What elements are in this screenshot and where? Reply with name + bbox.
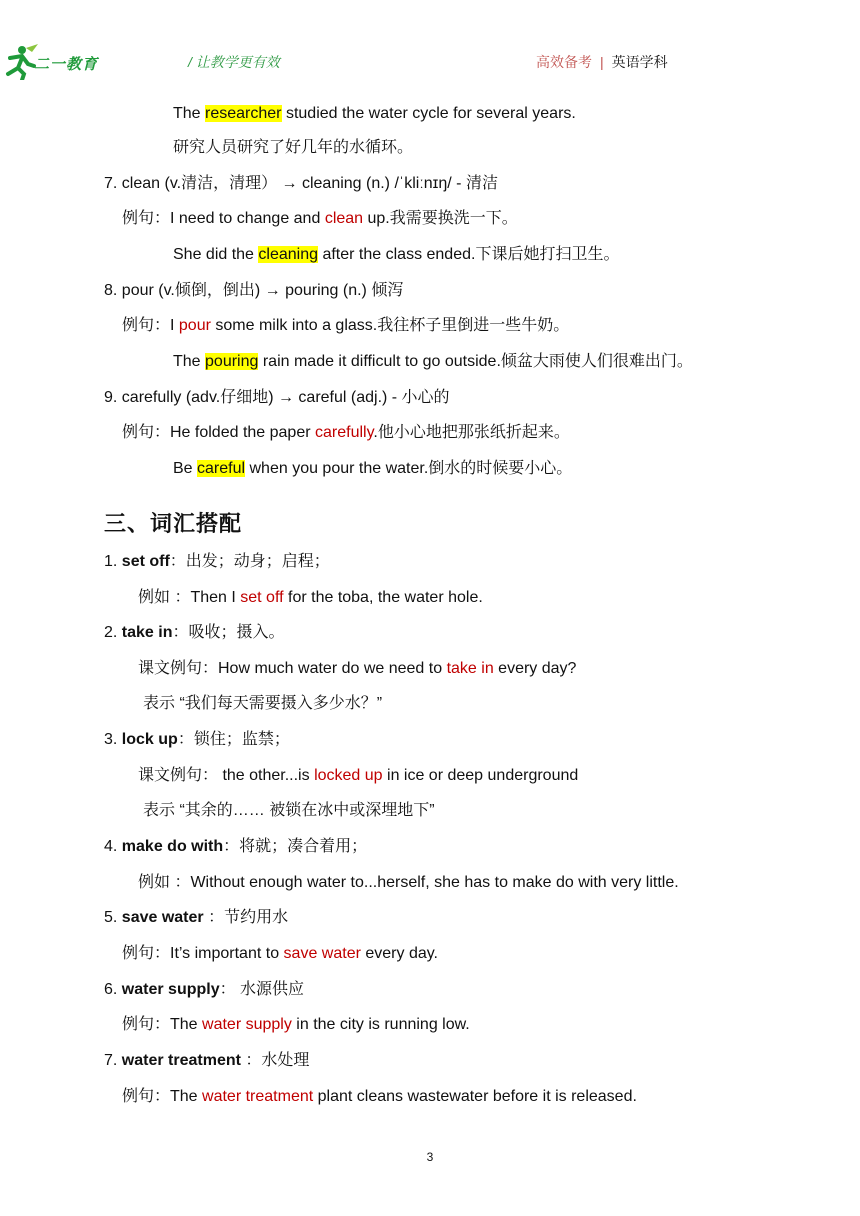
collocation-2 <box>104 623 285 643</box>
phrase: set off <box>121 553 170 570</box>
number: 6. <box>104 981 122 998</box>
header-slogan: / 让教学更有效 <box>188 54 280 70</box>
definition: ： 水源供应 <box>219 981 305 998</box>
text: after the class ended.下课后她打扫卫生。 <box>318 246 620 263</box>
definition: ：吸收；摄入。 <box>172 624 285 641</box>
text: studied the water cycle for several years. <box>281 105 576 122</box>
collocation-6 <box>104 980 304 1000</box>
number: 2. <box>104 624 122 641</box>
collocation-5 <box>104 908 288 928</box>
vocab-item-9 <box>104 388 450 408</box>
collocation-4 <box>104 837 367 857</box>
collocation-7 <box>104 1051 309 1071</box>
page-header <box>0 0 860 90</box>
logo <box>0 44 120 80</box>
phrase: save water <box>121 909 209 926</box>
text: 例句：The <box>122 1016 203 1033</box>
definition: ：水处理 <box>245 1052 310 1069</box>
keyword: water supply <box>202 1016 292 1033</box>
highlight: cleaning <box>258 246 319 263</box>
number: 7. <box>104 1052 122 1069</box>
highlight: researcher <box>205 105 282 122</box>
definition: ：将就；凑合着用； <box>223 838 368 855</box>
example-pour <box>122 316 569 336</box>
phrase: take in <box>121 624 173 641</box>
translation-researcher <box>173 138 413 158</box>
text: 表示 “我们每天需要摄入多少水？” <box>143 695 383 712</box>
collocation-4-example <box>138 873 679 893</box>
text: when you pour the water.倒水的时候要小心。 <box>245 460 573 477</box>
text: up.我需要换洗一下。 <box>363 210 518 227</box>
header-tag-exam: 高效备考 <box>536 54 592 70</box>
definition: ：节约用水 <box>208 909 289 926</box>
text: rain made it difficult to go outside.倾盆大雨使人们很难出门。 <box>258 353 693 370</box>
text: 课文例句：How much water do we need to <box>138 660 447 677</box>
highlight: pouring <box>205 353 259 370</box>
text: She did the <box>173 246 259 263</box>
keyword: water treatment <box>202 1088 314 1105</box>
example-cleaning <box>173 245 619 265</box>
text: 例句：He folded the paper <box>122 424 315 441</box>
page-number: 3 <box>426 1150 434 1164</box>
keyword: take in <box>446 660 494 677</box>
vocab-item-8 <box>104 281 403 301</box>
text: 研究人员研究了好几年的水循环。 <box>173 139 414 156</box>
keyword: clean <box>324 210 364 227</box>
example-researcher <box>173 104 576 124</box>
text: 例句：I need to change and <box>122 210 325 227</box>
text: for the toba, the water hole. <box>283 589 483 606</box>
collocation-6-example <box>122 1015 470 1035</box>
text: The <box>173 353 206 370</box>
definition: ：锁住；监禁； <box>177 731 290 748</box>
text: 例句：It’s important to <box>122 945 284 962</box>
header-separator: | <box>600 54 604 70</box>
header-right <box>536 52 668 72</box>
collocation-3-translation <box>143 801 435 821</box>
text: every day. <box>360 945 438 962</box>
number: 5. <box>104 909 122 926</box>
keyword: pour <box>178 317 211 334</box>
header-tag-subject: 英语学科 <box>611 54 668 70</box>
example-clean <box>122 209 518 229</box>
text: 例句：I <box>122 317 179 334</box>
collocation-2-example <box>138 659 576 679</box>
text: 例如 ：Without enough water to...herself, she has to make do with very little. <box>138 874 679 891</box>
text: in the city is running low. <box>291 1016 470 1033</box>
collocation-5-example <box>122 944 438 964</box>
text: 9. carefully (adv.仔细地) → careful (adj.) - 小心的 <box>104 389 450 406</box>
definition: ：出发；动身；启程； <box>169 553 330 570</box>
text: 表示 “其余的…… 被锁在冰中或深埋地下” <box>143 802 435 819</box>
text: .他小心地把那张纸折起来。 <box>373 424 570 441</box>
text: every day? <box>493 660 577 677</box>
collocation-1 <box>104 552 330 572</box>
text: 7. clean (v.清洁，清理） → cleaning (n.) /ˈkliːnɪŋ/ - 清洁 <box>104 175 498 192</box>
collocation-7-example <box>122 1087 637 1107</box>
text: 8. pour (v.倾倒，倒出) → pouring (n.) 倾泻 <box>104 282 404 299</box>
phrase: water supply <box>121 981 220 998</box>
keyword: save water <box>283 945 361 962</box>
section-heading: 三、词汇搭配 <box>104 512 243 537</box>
collocation-3 <box>104 730 290 750</box>
text: 例如 ：Then I <box>138 589 241 606</box>
number: 1. <box>104 553 122 570</box>
number: 3. <box>104 731 122 748</box>
text: 课文例句： the other...is <box>138 767 315 784</box>
text: in ice or deep underground <box>382 767 579 784</box>
text: some milk into a glass.我往杯子里倒进一些牛奶。 <box>210 317 570 334</box>
highlight: careful <box>197 460 246 477</box>
logo-text: 二一教育 <box>34 56 99 73</box>
vocab-item-7 <box>104 174 498 194</box>
collocation-3-example <box>138 766 578 786</box>
phrase: make do with <box>121 838 224 855</box>
phrase: lock up <box>121 731 178 748</box>
example-careful <box>173 459 572 479</box>
example-pouring <box>173 352 693 372</box>
text: plant cleans wastewater before it is released. <box>313 1088 637 1105</box>
collocation-1-example <box>138 588 483 608</box>
text: The <box>173 105 206 122</box>
number: 4. <box>104 838 122 855</box>
text: 例句：The <box>122 1088 203 1105</box>
collocation-2-translation <box>143 694 382 714</box>
phrase: water treatment <box>121 1052 246 1069</box>
keyword: locked up <box>314 767 383 784</box>
keyword: carefully <box>315 424 374 441</box>
example-carefully <box>122 423 570 443</box>
text: Be <box>173 460 198 477</box>
keyword: set off <box>240 589 284 606</box>
